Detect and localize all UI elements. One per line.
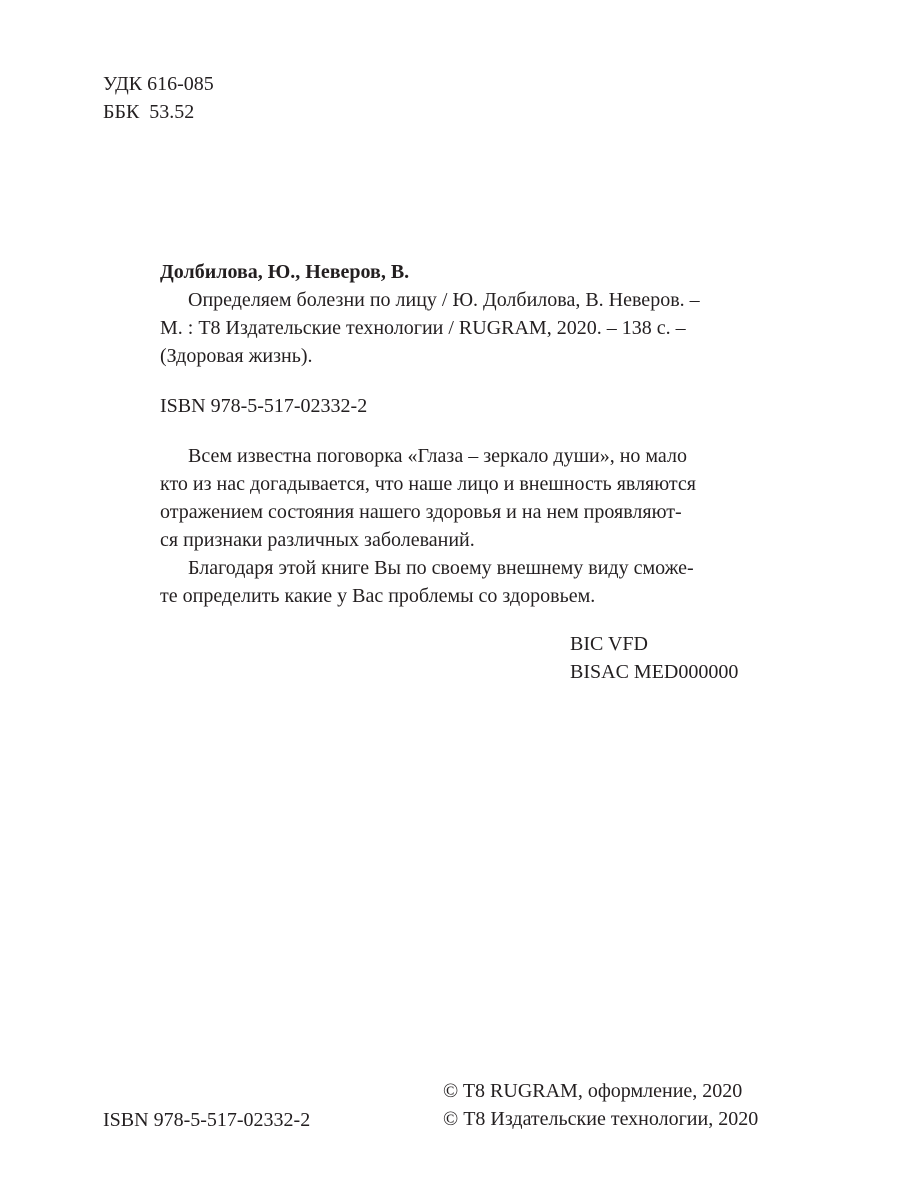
- author-heading: Долбилова, Ю., Неверов, В.: [160, 261, 410, 283]
- annotation-line: те определить какие у Вас проблемы со здоровьем.: [160, 585, 596, 607]
- title-line: Определяем болезни по лицу / Ю. Долбилова, В. Неверов. –: [188, 289, 700, 311]
- bisac-code: BISAC MED000000: [570, 661, 739, 683]
- publisher-line: М. : Т8 Издательские технологии / RUGRAM, 2020. – 138 с. –: [160, 317, 686, 339]
- annotation-line: ся признаки различных заболеваний.: [160, 529, 475, 551]
- subject-codes: [570, 630, 738, 686]
- copyright-design: © T8 RUGRAM, оформление, 2020: [443, 1080, 743, 1102]
- bic-code: BIC VFD: [570, 633, 648, 655]
- annotation-line: Благодаря этой книге Вы по своему внешнему виду сможе-: [188, 557, 694, 579]
- annotation: [160, 442, 762, 610]
- footer-isbn: ISBN 978-5-517-02332-2: [103, 1109, 311, 1131]
- copyright-block: [443, 1077, 758, 1133]
- annotation-line: Всем известна поговорка «Глаза – зеркало души», но мало: [188, 445, 687, 467]
- classification-codes: [103, 70, 214, 126]
- bbk-code: ББК 53.52: [103, 101, 195, 123]
- annotation-line: кто из нас догадывается, что наше лицо и внешность являются: [160, 473, 696, 495]
- annotation-line: отражением состояния нашего здоровья и на нем проявляют-: [160, 501, 682, 523]
- isbn-record: ISBN 978-5-517-02332-2: [160, 395, 368, 417]
- series-line: (Здоровая жизнь).: [160, 345, 313, 367]
- bibliographic-record: [160, 258, 760, 370]
- udk-code: УДК 616-085: [103, 73, 214, 95]
- copyright-publisher: © Т8 Издательские технологии, 2020: [443, 1108, 759, 1130]
